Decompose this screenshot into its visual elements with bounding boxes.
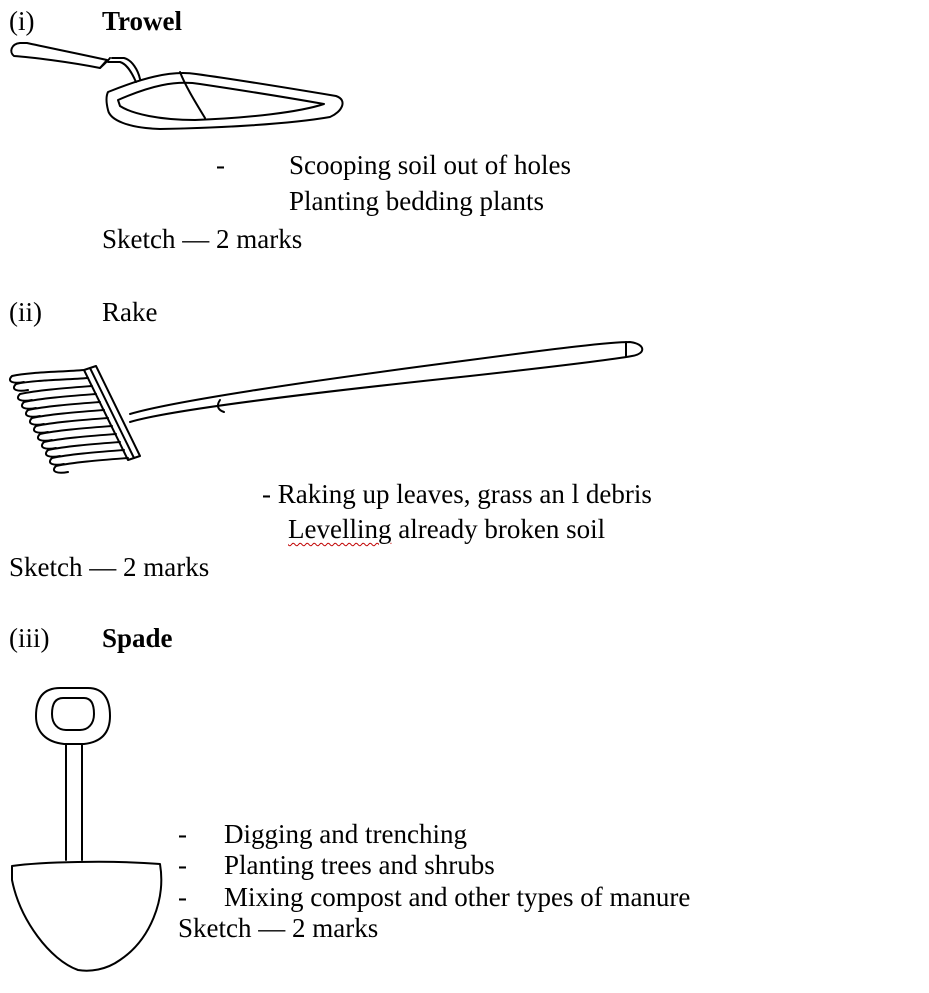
rake-sketch-marks: Sketch — 2 marks (9, 552, 210, 582)
spade-sketch-marks: Sketch — 2 marks (178, 913, 379, 943)
rake-number: (ii) (9, 297, 42, 327)
spade-dash-1: - (178, 819, 187, 849)
rake-sketch (0, 330, 660, 500)
spade-number: (iii) (9, 623, 50, 653)
trowel-use-1: Scooping soil out of holes (289, 150, 571, 180)
trowel-number: (i) (9, 6, 35, 36)
trowel-use-2: Planting bedding plants (289, 186, 544, 216)
spade-dash-3: - (178, 882, 187, 912)
spade-sketch (0, 680, 170, 980)
rake-use-1: - Raking up leaves, grass an l debris (262, 479, 652, 509)
trowel-sketch (0, 0, 360, 140)
trowel-use-dash: - (216, 150, 225, 180)
spade-use-2: Planting trees and shrubs (224, 850, 495, 880)
rake-title: Rake (102, 297, 158, 327)
trowel-sketch-marks: Sketch — 2 marks (102, 224, 303, 254)
spade-title: Spade (102, 623, 173, 653)
spade-use-3: Mixing compost and other types of manure (224, 882, 691, 912)
spade-dash-2: - (178, 850, 187, 880)
rake-use-2-word: Levelling (288, 514, 392, 544)
spade-use-1: Digging and trenching (224, 819, 467, 849)
rake-use-2-rest: already broken soil (398, 514, 606, 544)
rake-use-2 (288, 516, 605, 543)
trowel-title: Trowel (102, 6, 182, 36)
